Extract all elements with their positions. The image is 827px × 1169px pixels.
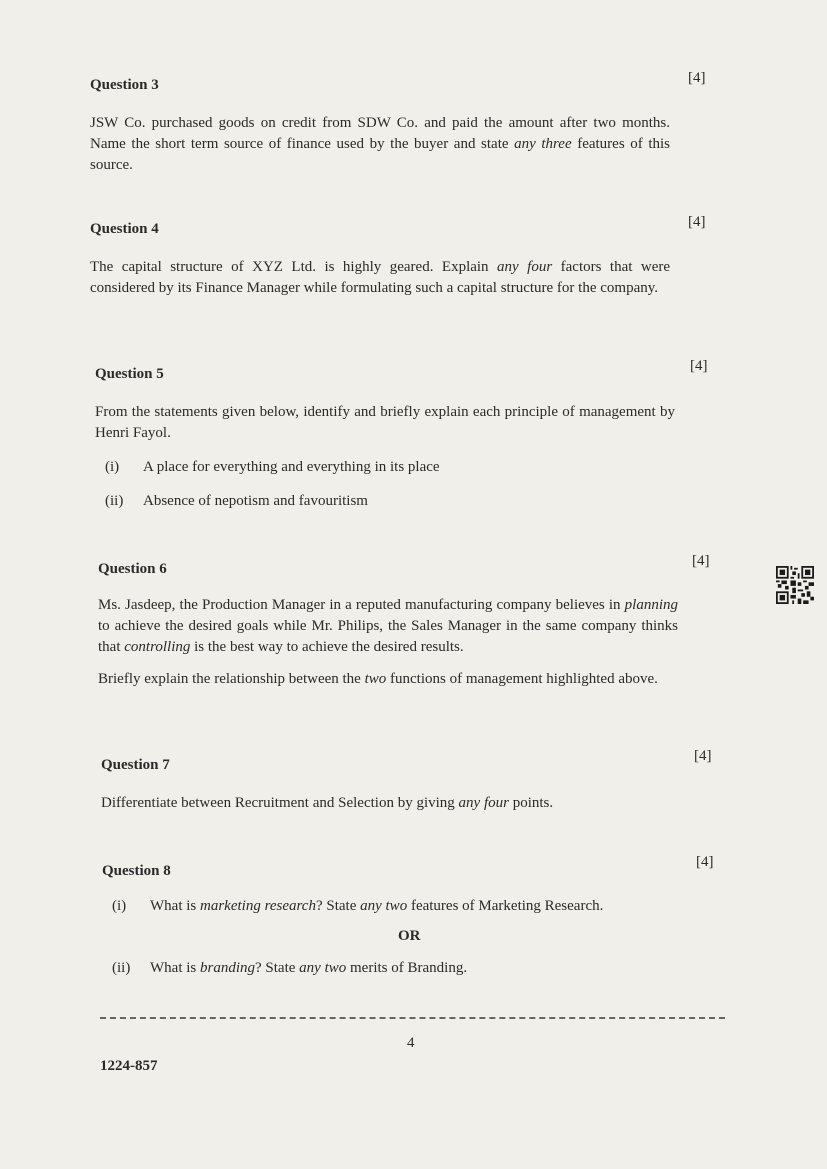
list-item: (i) What is marketing research? State any two features of Marketing Research. bbox=[112, 898, 604, 914]
question-text: The capital structure of XYZ Ltd. is highly geared. Explain any four factors that were considered by its Finance Manager while formulating such a capital structure for the company. bbox=[90, 259, 671, 296]
question-heading: Question 4 bbox=[90, 221, 159, 237]
question-marks: [4] bbox=[688, 214, 706, 230]
question-text: From the statements given below, identify and briefly explain each principle of management by Henri Fayol. bbox=[95, 404, 675, 441]
question-8 bbox=[102, 863, 682, 979]
question-text: Ms. Jasdeep, the Production Manager in a reputed manufacturing company believes in planning to achieve the desired goals while Mr. Philips, the Sales Manager in the same company thinks that controlling is the best way to achieve the desired results. bbox=[98, 597, 678, 655]
question-heading: Question 6 bbox=[98, 561, 167, 577]
page-number: 4 bbox=[407, 1035, 415, 1051]
question-3 bbox=[90, 77, 670, 176]
question-marks: [4] bbox=[688, 70, 706, 86]
question-heading: Question 5 bbox=[95, 366, 164, 382]
question-text: Differentiate between Recruitment and Selection by giving any four points. bbox=[101, 795, 554, 811]
or-separator: OR bbox=[398, 928, 421, 944]
question-marks: [4] bbox=[694, 748, 712, 764]
question-marks: [4] bbox=[696, 854, 714, 870]
list-item: (i) A place for everything and everything in its place bbox=[105, 459, 440, 475]
question-marks: [4] bbox=[692, 553, 710, 569]
question-text: JSW Co. purchased goods on credit from SDW Co. and paid the amount after two months. Name the short term source of finance used by the buyer and state any three features of this source. bbox=[90, 115, 671, 173]
question-heading: Question 8 bbox=[102, 863, 171, 879]
question-7 bbox=[101, 757, 681, 814]
paper-code: 1224-857 bbox=[100, 1058, 158, 1074]
question-6 bbox=[98, 561, 678, 690]
question-4 bbox=[90, 221, 670, 299]
question-5 bbox=[95, 366, 675, 512]
question-heading: Question 3 bbox=[90, 77, 159, 93]
question-marks: [4] bbox=[690, 358, 708, 374]
question-text-2: Briefly explain the relationship between the two functions of management highlighted above. bbox=[98, 671, 658, 687]
qr-code-icon bbox=[775, 566, 815, 604]
list-item: (ii) Absence of nepotism and favouritism bbox=[105, 493, 368, 509]
footer-divider bbox=[100, 1017, 725, 1019]
list-item: (ii) What is branding? State any two merits of Branding. bbox=[112, 960, 468, 976]
question-heading: Question 7 bbox=[101, 757, 170, 773]
